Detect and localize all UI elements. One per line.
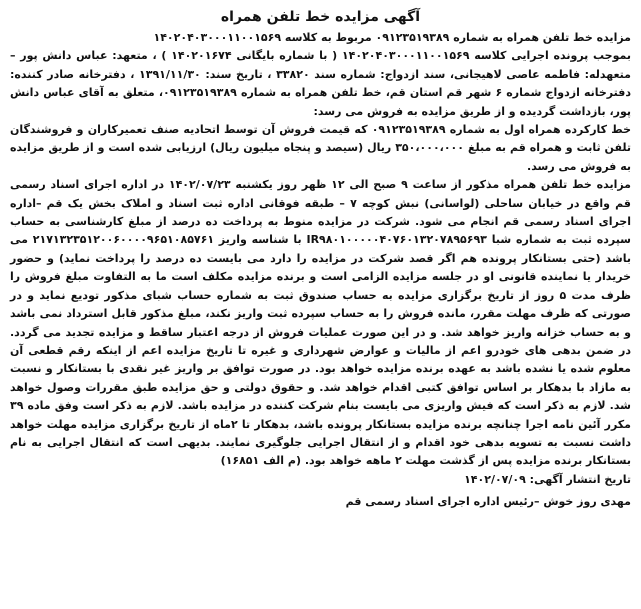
signature-line: مهدی روز خوش –رئیس اداره اجرای اسناد رسمی قم bbox=[345, 495, 631, 509]
notice-heading-line: مزایده خط تلفن همراه به شماره ۰۹۱۲۳۵۱۹۳۸۹ مربوط به کلاسه ۱۴۰۲۰۴۰۳۰۰۰۱۱۰۰۱۵۶۹ bbox=[153, 31, 631, 44]
valuation-paragraph: خط کارکرده همراه اول به شماره ۰۹۱۲۳۵۱۹۳۸۹ که قیمت فروش آن توسط اتحادیه صنف تعمیرکاران و فروشندگان تلفن ثابت و همراه قم به مبلغ ۳۵۰،۰۰۰،۰۰۰ ریال (سیصد و پنجاه میلیون ریال) ارزیابی شده است و از طریق مزایده به فروش می رسد. bbox=[10, 123, 631, 173]
notice-title: آگهی مزایده خط تلفن همراه bbox=[220, 9, 421, 25]
publication-date: تاریخ انتشار آگهی: ۱۴۰۲/۰۷/۰۹ bbox=[464, 472, 631, 486]
notice-body bbox=[10, 29, 631, 489]
case-details-paragraph: بموجب پرونده اجرایی کلاسه ۱۴۰۲۰۴۰۳۰۰۰۱۱۰۰۱۵۶۹ ( با شماره بایگانی ۱۴۰۲۰۱۶۷۴ ) ، متعهد: عباس دانش پور – متعهدله: فاطمه عاصی لاهیجانی، سند ازدواج: شماره سند ۳۳۸۲۰ ، تاریخ سند: ۱۳۹۱/۱۱/۳۰ ، دفترخانه صادر کننده: دفترخانه ازدواج شماره ۶ شهر قم استان قم، خط تلفن همراه به شماره ۰۹۱۲۳۵۱۹۳۸۹، متعلق به آقای عباس دانش پور، بازداشت گردیده و از طریق مزایده به فروش می رسد: bbox=[10, 49, 632, 118]
auction-terms-paragraph: مزایده خط تلفن همراه مذکور از ساعت ۹ صبح الی ۱۲ ظهر روز یکشنبه ۱۴۰۲/۰۷/۲۳ در اداره اجرای اسناد رسمی قم واقع در خیابان ساحلی (لواسانی) نبش کوچه ۷ – طبقه فوقانی اداره ثبت اسناد و املاک بخش یک قم –اداره اجرای اسناد رسمی قم انجام می شود. شرکت در مزایده منوط به پرداخت ده درصد از مبلغ کارشناسی به حساب سپرده ثبت به شماره شبا IR۹۸۰۱۰۰۰۰۰۴۰۷۶۰۱۳۲۰۷۸۹۵۶۹۳ با شناسه واریز ۲۱۷۱۳۲۳۵۱۲۰۰۶۰۰۰۰۹۶۵۱۰۸۵۷۶۱ می باشد (حتی بستانکار پرونده هم اگر قصد شرکت در مزایده را دارد می بایست ده درصد را پرداخت نماید) و حضور خریدار یا نماینده قانونی او در جلسه مزایده الزامی است و برنده مزایده مکلف است ما به التفاوت مبلغ فروش را ظرف مدت ۵ روز از تاریخ برگزاری مزایده به حساب صندوق ثبت به شماره حساب شبای مذکور تودیع نماید و در صورتی که ظرف مهلت مقرر، مانده فروش را به حساب سپرده ثبت واریز نکند، مبلغ مذکور قابل استرداد نمی باشد و به حساب خزانه واریز خواهد شد. و در این صورت عملیات فروش از درجه اعتبار ساقط و مزایده تجدید می گردد. در ضمن بدهی های خودرو اعم از مالیات و عوارض شهرداری و غیره تا تاریخ مزایده اعم از اینکه رقم قطعی آن معلوم شده یا نشده باشد به عهده برنده مزایده خواهد بود. در صورت توافق بر واریز غیر نقدی با بستانکار و نسبت به مازاد با بدهکار بر اساس توافق کتبی اقدام خواهد شد. و حقوق دولتی و حق مزایده طبق مقررات وصول خواهد شد. لازم به ذکر است که فیش واریزی می بایست بنام شرکت کننده در مزایده باشد. لازم به ذکر است وفق ماده ۳۹ مکرر آئین نامه اجرا چنانچه برنده مزایده بستانکار پرونده باشد، بدهکار تا ۲ماه از تاریخ برگزاری مزایده مهلت خواهد داشت نسبت به تسویه بدهی خود اقدام و از انتقال اجرایی جلوگیری نمایند. بدیهی است که انتقال اجرایی به نام بستانکار برنده مزایده پس از گذشت مهلت ۲ ماهه خواهد بود. (م الف ۱۶۸۵۱) bbox=[10, 178, 632, 468]
